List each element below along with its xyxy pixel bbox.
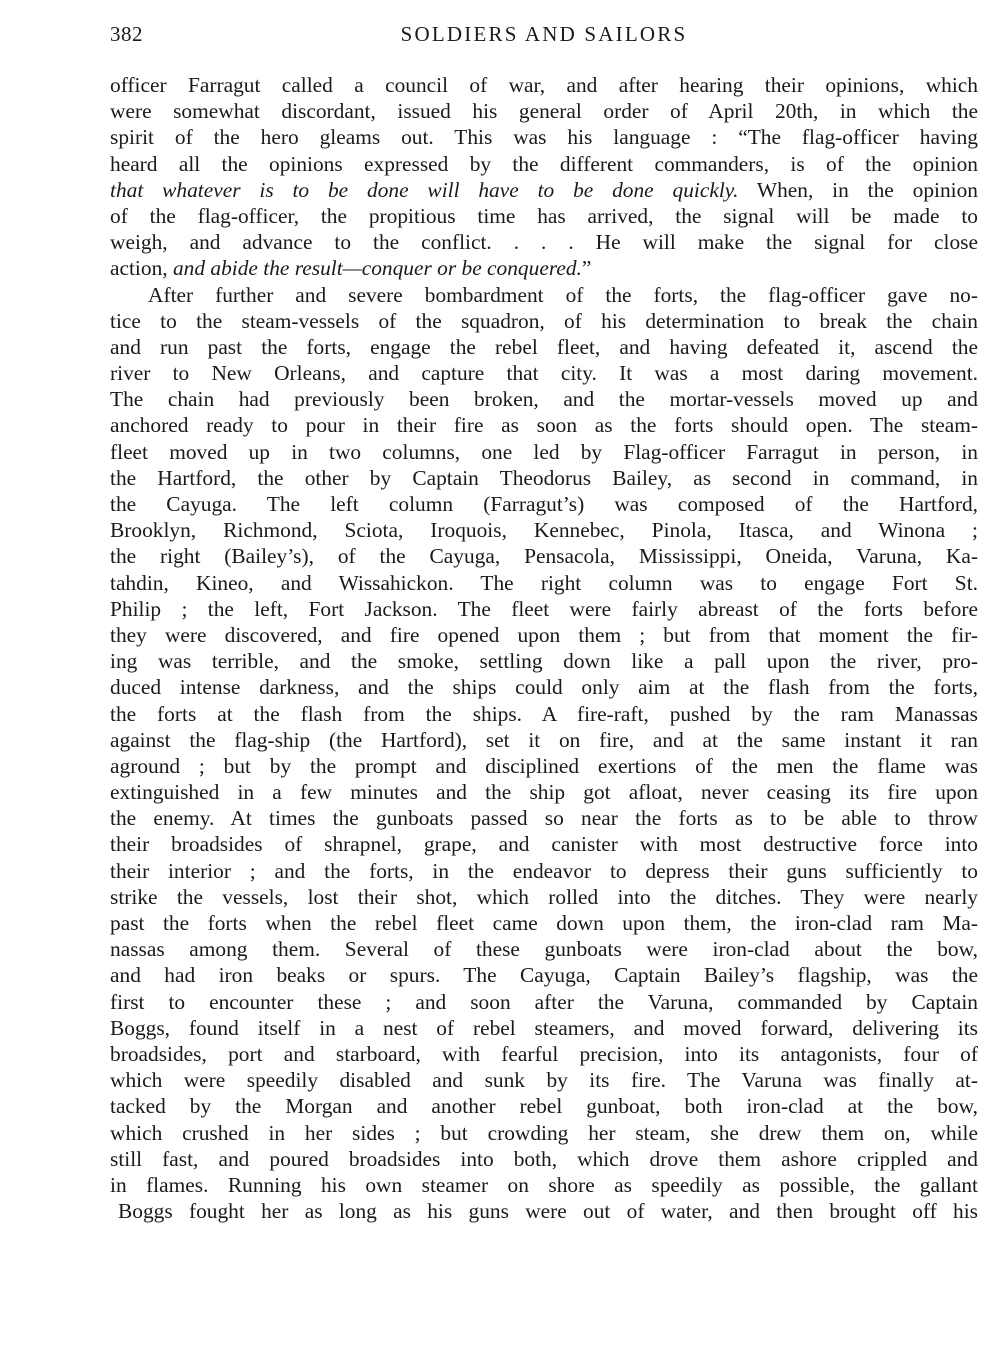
text-line: the forts at the flash from the ships. A fire-raft, pushed by the ram Manassas <box>110 701 978 726</box>
text-line: duced intense darkness, and the ships could only aim at the flash from the forts, <box>110 675 978 700</box>
text-line: which were speedily disabled and sunk by its fire. The Varuna was finally at- <box>110 1068 978 1093</box>
text-line: officer Farragut called a council of war, and after hearing their opinions, which <box>110 73 978 97</box>
text-line: first to encounter these ; and soon after the Varuna, commanded by Captain <box>110 989 978 1014</box>
text-line: Philip ; the left, Fort Jackson. The fleet were fairly abreast of the forts before <box>110 596 978 621</box>
italic-text: that whatever is to be done will have to be done quickly. <box>110 177 739 202</box>
text-line: tahdin, Kineo, and Wissahickon. The right column was to engage Fort St. <box>110 570 978 595</box>
paragraph-start-line: After further and severe bombardment of the forts, the flag-officer gave no- <box>148 282 978 307</box>
text-line: river to New Orleans, and capture that city. It was a most daring movement. <box>110 361 978 386</box>
text-line: the enemy. At times the gunboats passed so near the forts as to be able to throw <box>110 806 978 831</box>
text-line: strike the vessels, lost their shot, which rolled into the ditches. They were nearly <box>110 884 978 909</box>
text-line: Boggs fought her as long as his guns were out of water, and then brought off his <box>118 1199 978 1224</box>
text-line: were somewhat discordant, issued his general order of April 20th, in which the <box>110 99 978 124</box>
text-line: action, and abide the result—conquer or be conquered.” <box>110 256 592 281</box>
text-line: the Hartford, the other by Captain Theodorus Bailey, as second in command, in <box>110 465 978 490</box>
text-line: anchored ready to pour in their fire as soon as the forts should open. The steam- <box>110 413 978 438</box>
text-line: which crushed in her sides ; but crowding her steam, she drew them on, while <box>110 1120 978 1145</box>
italic-text: and abide the result—conquer or be conquered. <box>172 256 582 281</box>
text-line: and had iron beaks or spurs. The Cayuga, Captain Bailey’s flagship, was the <box>110 963 978 988</box>
text-line: fleet moved up in two columns, one led by Flag-officer Farragut in person, in <box>110 439 978 464</box>
text-line: tice to the steam-vessels of the squadron, of his determination to break the chain <box>110 308 978 333</box>
text-line: weigh, and advance to the conflict. . . . He will make the signal for close <box>110 230 978 255</box>
page-number: 382 <box>110 22 143 46</box>
text-line: the right (Bailey’s), of the Cayuga, Pensacola, Mississippi, Oneida, Varuna, Ka- <box>110 544 978 569</box>
text-line: extinguished in a few minutes and the ship got afloat, never ceasing its fire upon <box>110 780 978 805</box>
text-line: and run past the forts, engage the rebel fleet, and having defeated it, ascend the <box>110 334 978 359</box>
text-line: of the flag-officer, the propitious time has arrived, the signal will be made to <box>110 203 978 228</box>
text-line: Boggs, found itself in a nest of rebel steamers, and moved forward, delivering its <box>110 1015 978 1040</box>
text-line: in flames. Running his own steamer on shore as speedily as possible, the gallant <box>110 1172 978 1197</box>
text-line: nassas among them. Several of these gunboats were iron-clad about the bow, <box>110 937 978 962</box>
running-head <box>110 22 978 52</box>
text-line: Brooklyn, Richmond, Sciota, Iroquois, Kennebec, Pinola, Itasca, and Winona ; <box>110 518 978 543</box>
text-line: aground ; but by the prompt and disciplined exertions of the men the flame was <box>110 753 978 778</box>
text-line: spirit of the hero gleams out. This was his language : “The flag-officer having <box>110 125 978 150</box>
text-line: heard all the opinions expressed by the different commanders, is of the opinion <box>110 151 978 176</box>
text-line: past the forts when the rebel fleet came down upon them, the iron-clad ram Ma- <box>110 911 978 935</box>
text-line: ing was terrible, and the smoke, settling down like a pall upon the river, pro- <box>110 649 978 674</box>
text-line: they were discovered, and fire opened upon them ; but from that moment the fir- <box>110 622 978 647</box>
text-line: the Cayuga. The left column (Farragut’s) was composed of the Hartford, <box>110 492 978 516</box>
text-line: broadsides, port and starboard, with fearful precision, into its antagonists, four of <box>110 1041 978 1066</box>
text-line: that whatever is to be done will have to be done quickly. When, in the opinion <box>110 177 978 202</box>
text-line: tacked by the Morgan and another rebel gunboat, both iron-clad at the bow, <box>110 1094 978 1119</box>
running-title: SOLDIERS AND SAILORS <box>400 22 688 46</box>
body-text <box>110 72 978 1224</box>
text-line: against the flag-ship (the Hartford), set it on fire, and at the same instant it ran <box>110 727 978 752</box>
text-line: their broadsides of shrapnel, grape, and canister with most destructive force into <box>110 832 978 857</box>
text-line: still fast, and poured broadsides into both, which drove them ashore crippled and <box>110 1146 978 1171</box>
text-line: their interior ; and the forts, in the endeavor to depress their guns sufficiently to <box>110 858 978 883</box>
text-line: The chain had previously been broken, and the mortar-vessels moved up and <box>110 387 978 412</box>
